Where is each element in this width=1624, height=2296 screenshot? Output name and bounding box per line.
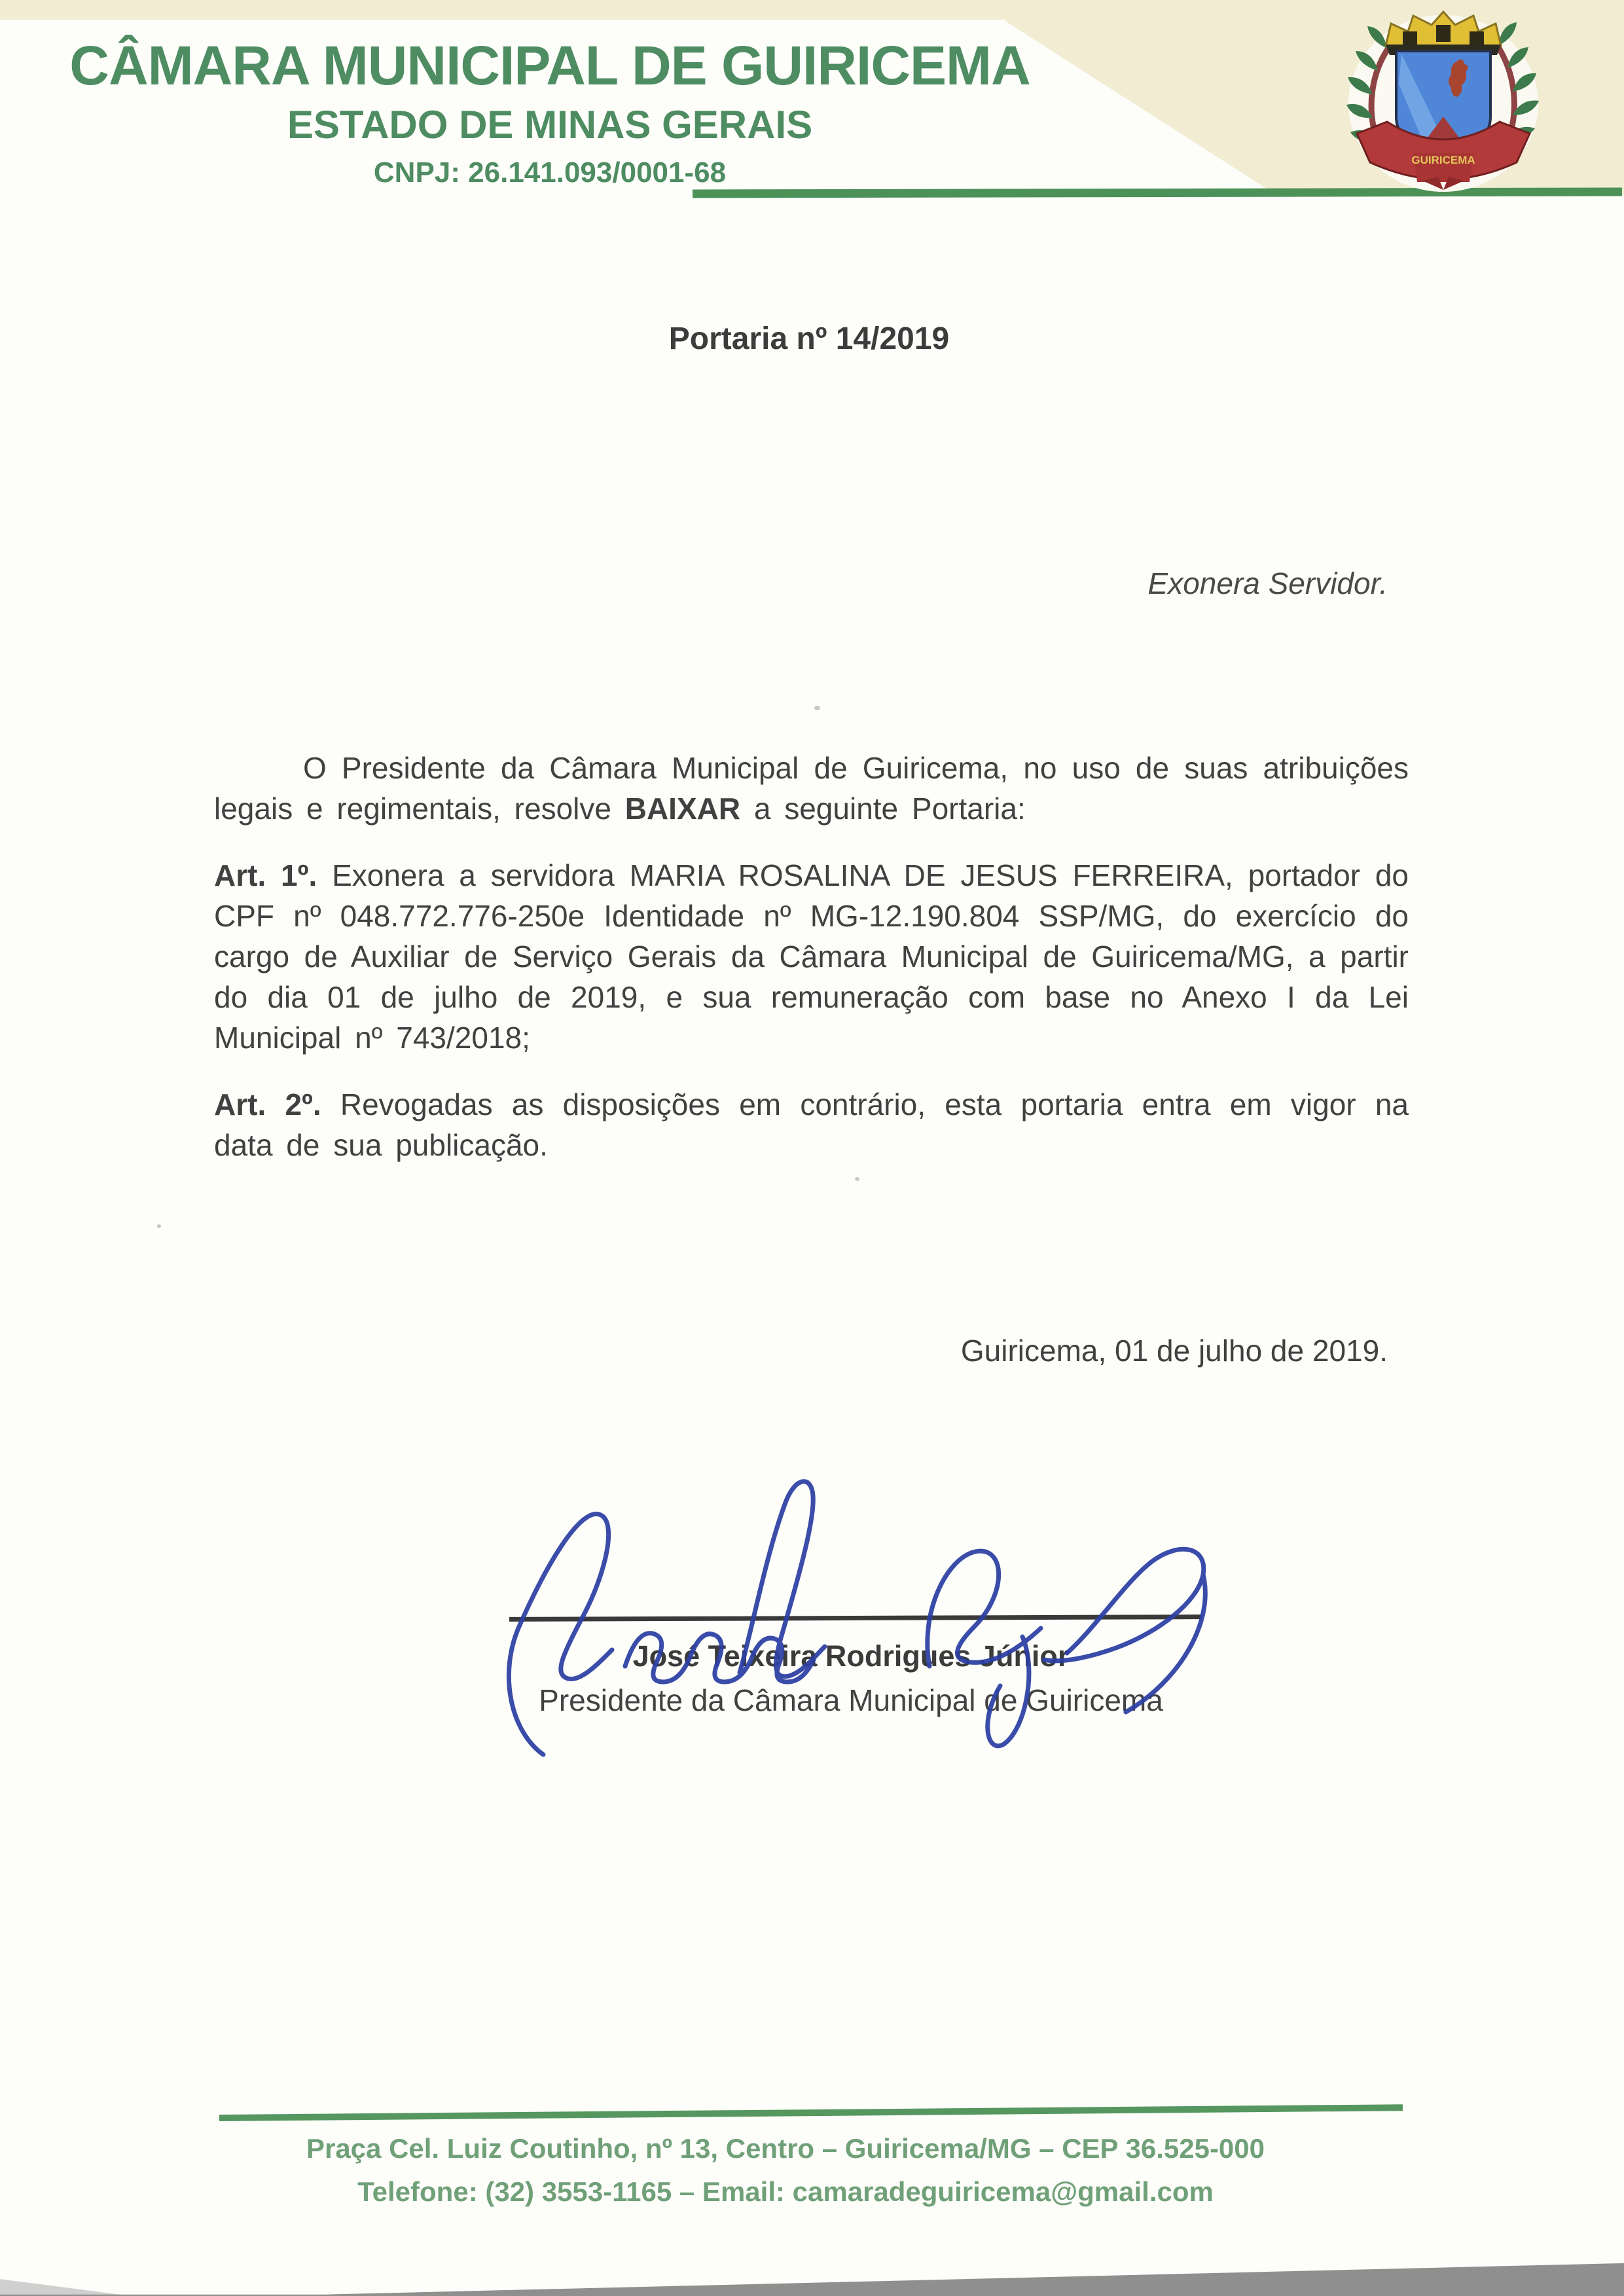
article-2-label: Art. 2º. (214, 1087, 321, 1121)
state-name: ESTADO DE MINAS GERAIS (287, 103, 813, 147)
subject-line: Exonera Servidor. (1147, 566, 1388, 600)
paragraph-resolve (214, 748, 1409, 829)
date-line: Guiricema, 01 de julho de 2019. (960, 1334, 1388, 1368)
scan-speck (855, 1177, 859, 1181)
coat-of-arms (1345, 5, 1542, 192)
crown-icon (1386, 12, 1501, 55)
scan-artifact-bottom-edge (0, 2259, 1624, 2296)
handwritten-signature-icon (458, 1457, 1244, 1771)
article-1-text: Exonera a servidora MARIA ROSALINA DE JESUS FERREIRA, portador do CPF nº 048.772.776-250e Identidade nº MG-12.190.804 SSP/MG, do exercício do cargo de Auxiliar de Serviço Gerais da Câmara Municipal de Guiricema/MG, a partir do dia 01 de julho de 2019, e sua remuneração com base no Anexo I da Lei Municipal nº 743/2018; (214, 858, 1409, 1055)
footer-divider-rule (219, 2104, 1403, 2121)
document-body (214, 748, 1409, 1165)
scan-speck (157, 1224, 161, 1228)
letterhead (59, 37, 1041, 189)
paragraph-resolve-text: O Presidente da Câmara Municipal de Guiricema, no uso de suas atribuições legais e regimentais, resolve (214, 751, 1409, 826)
footer-address: Praça Cel. Luiz Coutinho, nº 13, Centro – Guiricema/MG – CEP 36.525-000 (306, 2133, 1265, 2164)
article-2-text: Revogadas as disposições em contrário, esta portaria entra em vigor na data de sua publicação. (214, 1087, 1409, 1162)
footer-contact: Telefone: (32) 3553-1165 – Email: camaradeguiricema@gmail.com (357, 2176, 1214, 2207)
banner-text: GUIRICEMA (1411, 154, 1475, 166)
article-1-label: Art. 1º. (214, 858, 317, 892)
paragraph-resolve-bold: BAIXAR (624, 792, 741, 826)
document-title: Portaria nº 14/2019 (668, 321, 950, 356)
cnpj: CNPJ: 26.141.093/0001-68 (373, 156, 727, 189)
org-name: CÂMARA MUNICIPAL DE GUIRICEMA (69, 35, 1030, 96)
signatory-name: José Teixeira Rodrigues Júnior (632, 1639, 1070, 1673)
article-2 (214, 1084, 1409, 1165)
scan-speck (814, 706, 820, 710)
article-1 (214, 855, 1409, 1058)
footer (157, 2133, 1414, 2208)
scan-artifact-corner (0, 2272, 131, 2296)
signatory-role: Presidente da Câmara Municipal de Guiricema (539, 1683, 1163, 1717)
paragraph-resolve-tail: a seguinte Portaria: (740, 792, 1026, 826)
